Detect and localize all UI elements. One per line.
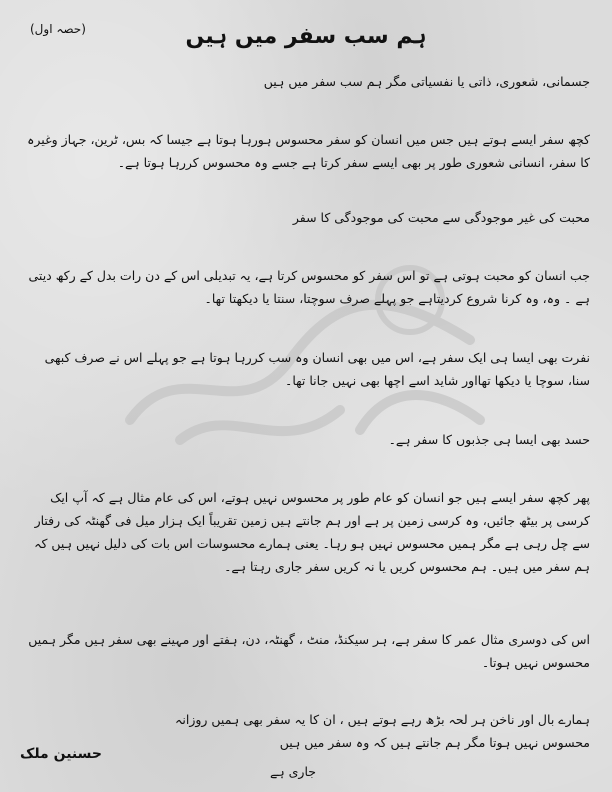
section-label: (حصہ اول) [30, 22, 86, 36]
paragraph-5: پھر کچھ سفر ایسے ہیں جو انسان کو عام طور پر محسوس نہیں ہوتے، اس کی عام مثال ہے کہ آپ ایک کرسی پر بیٹھ جائیں، وہ کرسی زمین پر ہے اور ہم جانتے ہیں زمین تقریباً ایک ہزار میل فی گھنٹہ کی رفتار سے چل رہی ہے مگر ہمیں محسوس نہیں ہو رہا۔ یعنی ہمارے محسوسات اس بات کی دلیل نہیں ہیں کہ ہم سفر میں ہیں۔ ہم محسوس کریں یا نہ کریں سفر جاری رہتا ہے۔ [34, 490, 590, 574]
paragraph-4: حسد بھی ایسا ہی جذبوں کا سفر ہے۔ [388, 432, 590, 447]
paragraph-1: کچھ سفر ایسے ہوتے ہیں جس میں انسان کو سفر محسوس ہورہا ہوتا ہے جیسا کہ بس، ٹرین، جہاز وغیرہ کا سفر، انسانی شعوری طور پر بھی ایسے سفر کرتا ہے جسے وہ محسوس کررہا ہوتا ہے۔ [27, 132, 590, 170]
paragraph-3: نفرت بھی ایسا ہی ایک سفر ہے، اس میں بھی انسان وہ سب کررہا ہوتا ہے جو پہلے اس نے صرف کبھی سنا، سوچا یا دیکھا تھااور شاید اسے اچھا بھی نہیں جانا تھا۔ [44, 350, 590, 388]
paragraph-7: ہمارے بال اور ناخن ہر لحہ بڑھ رہے ہوتے ہیں ، ان کا یہ سفر بھی ہمیں روزانہ محسوس نہیں ہوتا مگر ہم جانتے ہیں کہ وہ سفر میں ہیں [175, 712, 590, 750]
intro-line: جسمانی، شعوری، ذاتی یا نفسیاتی مگر ہم سب سفر میں ہیں [263, 74, 590, 89]
paragraph-6: اس کی دوسری مثال عمر کا سفر ہے، ہر سیکنڈ، منٹ ، گھنٹہ، دن، ہفتے اور مہینے بھی سفر ہیں مگر ہمیں محسوس نہیں ہوتا۔ [28, 632, 590, 670]
author-signature: حسنین ملک [20, 746, 102, 762]
continued-note: جاری ہے [270, 764, 316, 779]
page-title: ہم سب سفر میں ہیں [185, 24, 427, 49]
heading-love-journey: محبت کی غیر موجودگی سے محبت کی موجودگی کا سفر [292, 210, 590, 225]
paragraph-2: جب انسان کو محبت ہوتی ہے تو اس سفر کو محسوس کرتا ہے، یہ تبدیلی اس کے دن رات بدل کے رکھ دیتی ہے ۔ وہ، وہ کرنا شروع کردیتاہے جو پہلے صرف سوچتا، سنتا یا دیکھتا تھا۔ [28, 268, 590, 306]
